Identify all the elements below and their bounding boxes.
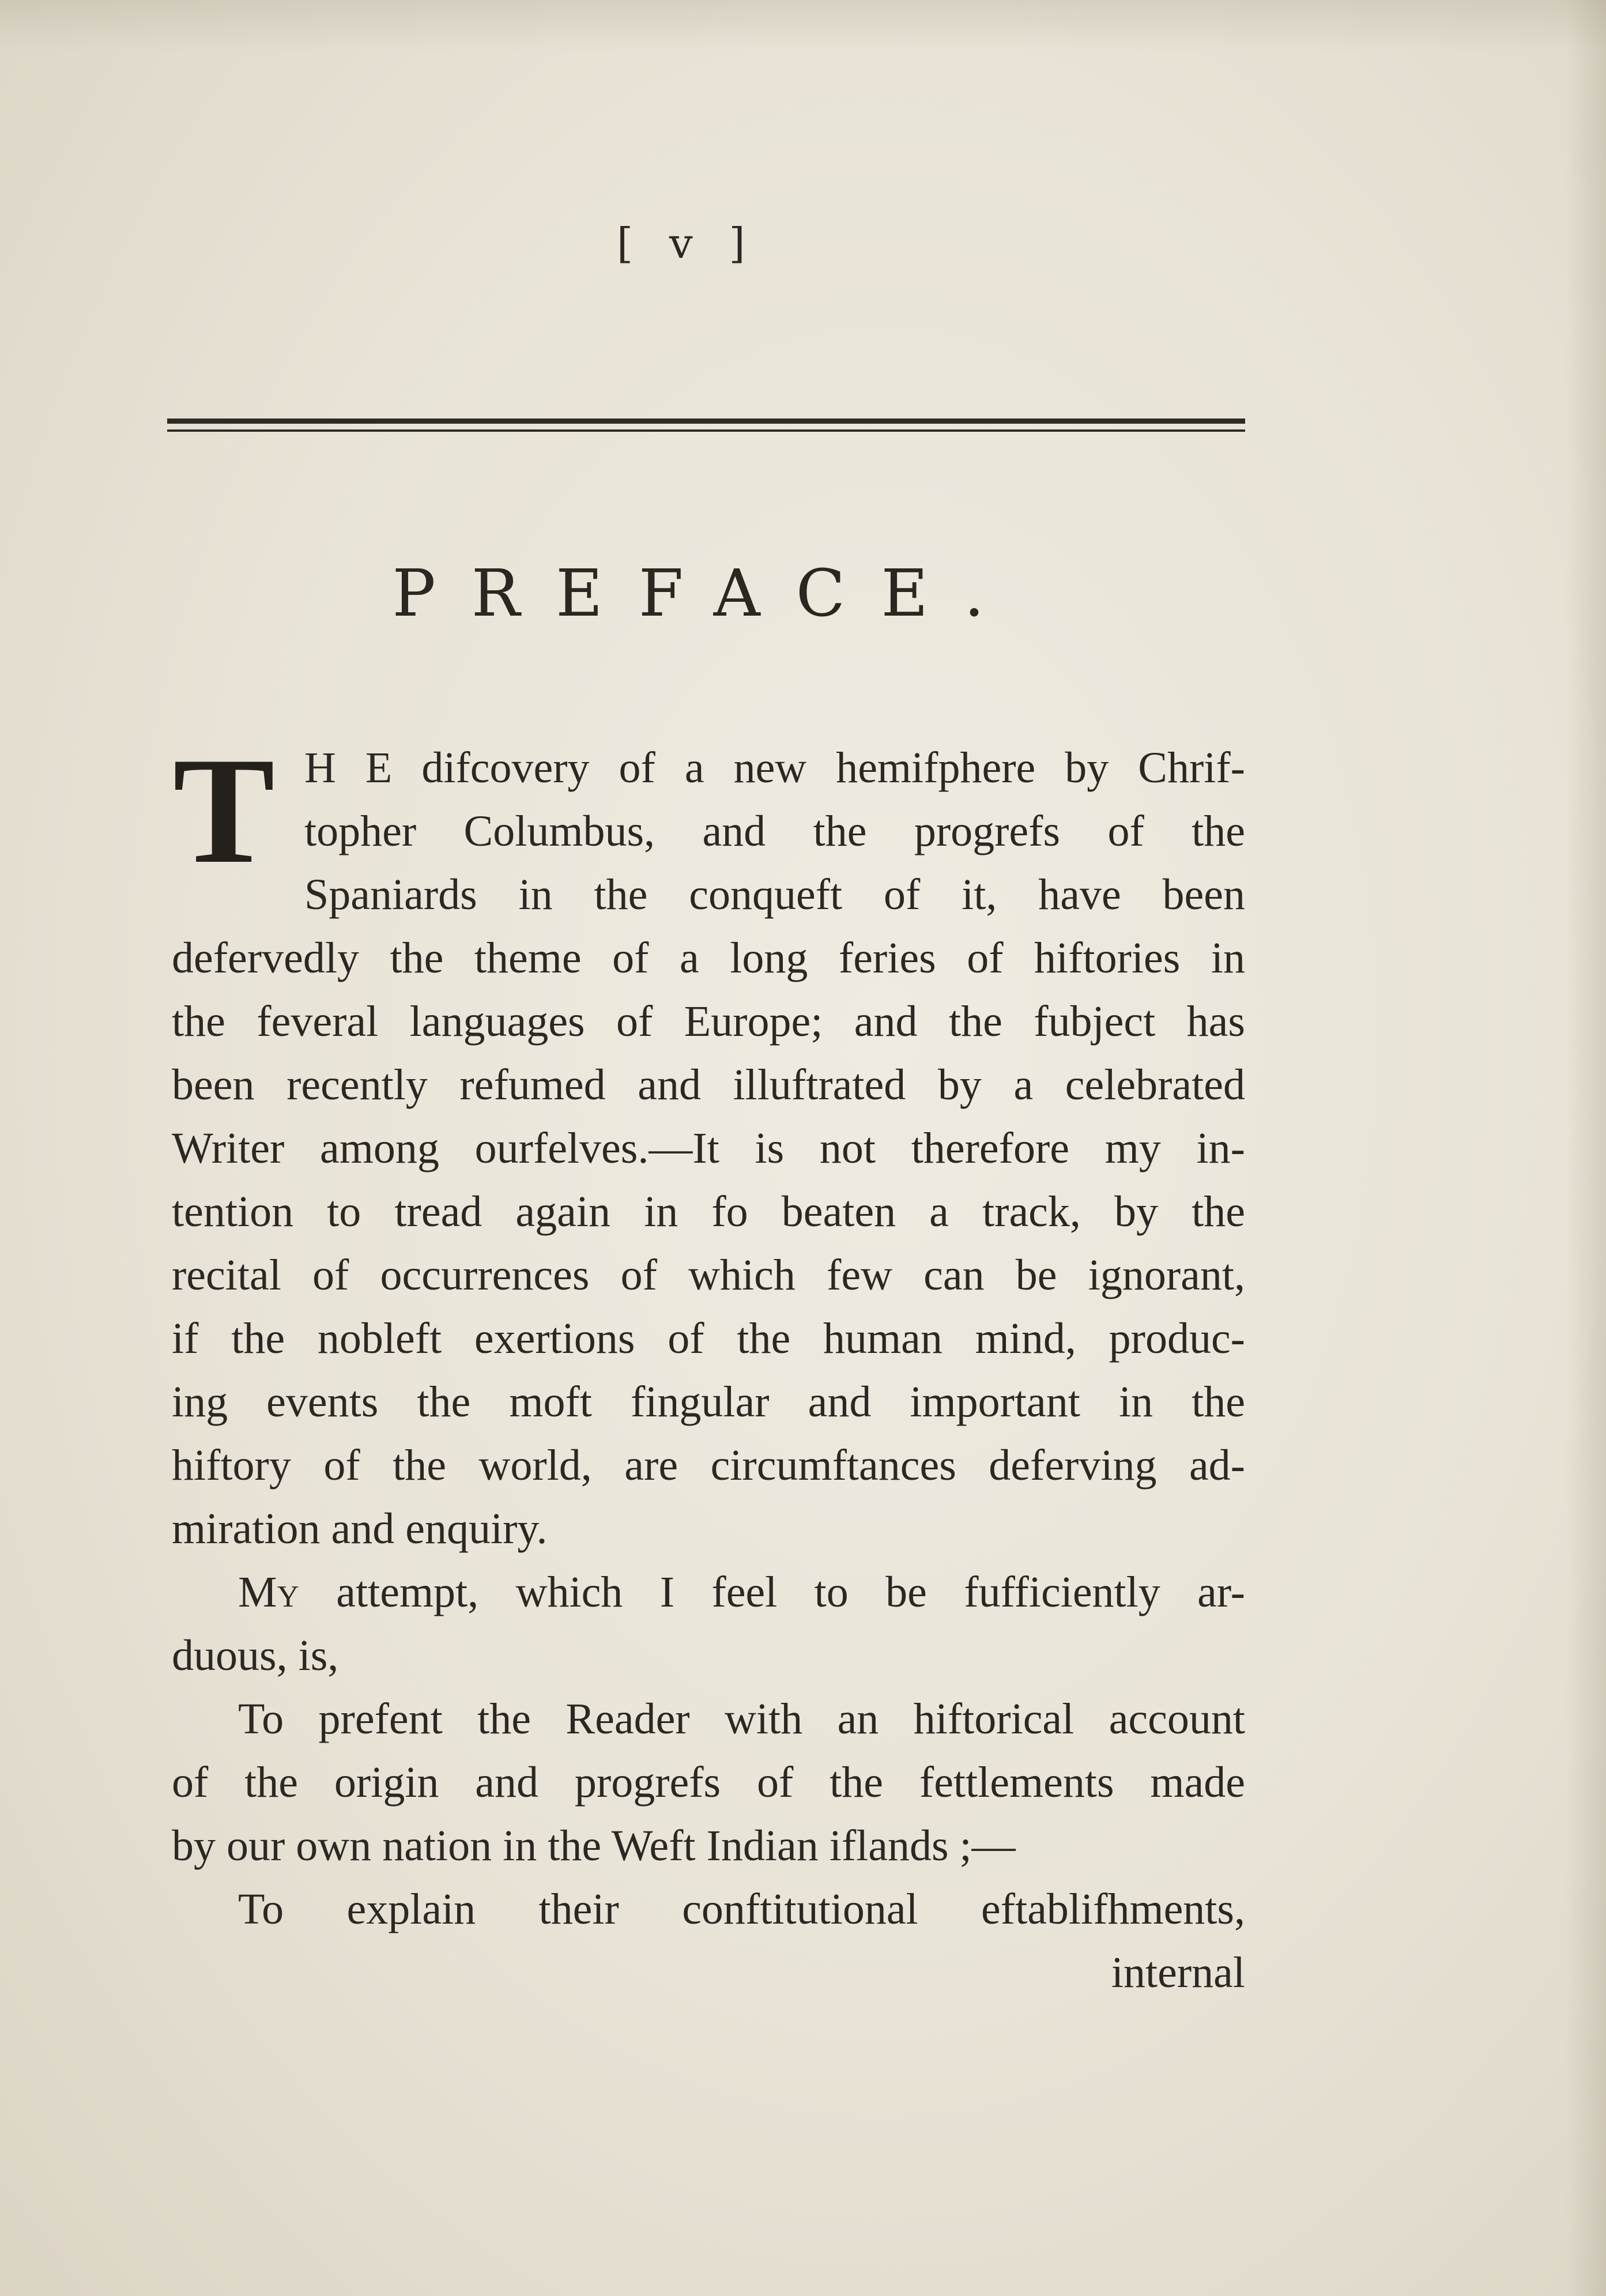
text-line: miration and enquiry.: [172, 1505, 548, 1553]
text-line: by our own nation in the Weft Indian iflands ;—: [172, 1822, 1016, 1870]
smallcaps-word: My: [238, 1568, 299, 1616]
text-line: of the origin and progrefs of the fettlements made: [172, 1758, 1245, 1807]
text-line: recital of occurrences of which few can be ignorant,: [172, 1251, 1245, 1299]
text-line: tention to tread again in fo beaten a track, by the: [172, 1187, 1245, 1236]
text-line: H E difcovery of a new hemifphere by Chrif-: [304, 744, 1245, 792]
text-line: ing events the moft fingular and important in the: [172, 1378, 1245, 1426]
drop-cap: T: [173, 726, 275, 895]
page-shadow-right: [1566, 0, 1606, 2296]
text-line: hiftory of the world, are circumftances deferving ad-: [172, 1441, 1245, 1490]
text-line: topher Columbus, and the progrefs of the: [304, 807, 1245, 855]
text-span: attempt, which I feel to be fufficiently ar-: [299, 1568, 1245, 1616]
text-line: Writer among ourfelves.—It is not therefore my in-: [172, 1124, 1245, 1172]
text-line: been recently refumed and illuftrated by a celebrated: [172, 1061, 1245, 1109]
header-rule-thick: [167, 419, 1245, 424]
text-line: Spaniards in the conqueft of it, have been: [304, 870, 1245, 919]
text-line: if the nobleft exertions of the human mind, produc-: [172, 1314, 1245, 1363]
text-line: defervedly the theme of a long feries of hiftories in: [172, 934, 1245, 982]
text-line: the feveral languages of Europe; and the fubject has: [172, 997, 1245, 1046]
text-line: To prefent the Reader with an hiftorical account: [238, 1695, 1245, 1743]
page-number-header: [ v ]: [617, 219, 757, 267]
body-text: [172, 726, 1245, 2004]
page-shadow-top: [0, 0, 1606, 52]
paragraph-2-line-1: [172, 1560, 1245, 1624]
text-line: To explain their conftitutional eftablifhments,: [238, 1885, 1245, 1933]
page-title: PREFACE.: [392, 556, 1020, 631]
catchword: internal: [1111, 1948, 1245, 1997]
header-rule-thin: [167, 429, 1245, 432]
text-line: duous, is,: [172, 1631, 339, 1680]
